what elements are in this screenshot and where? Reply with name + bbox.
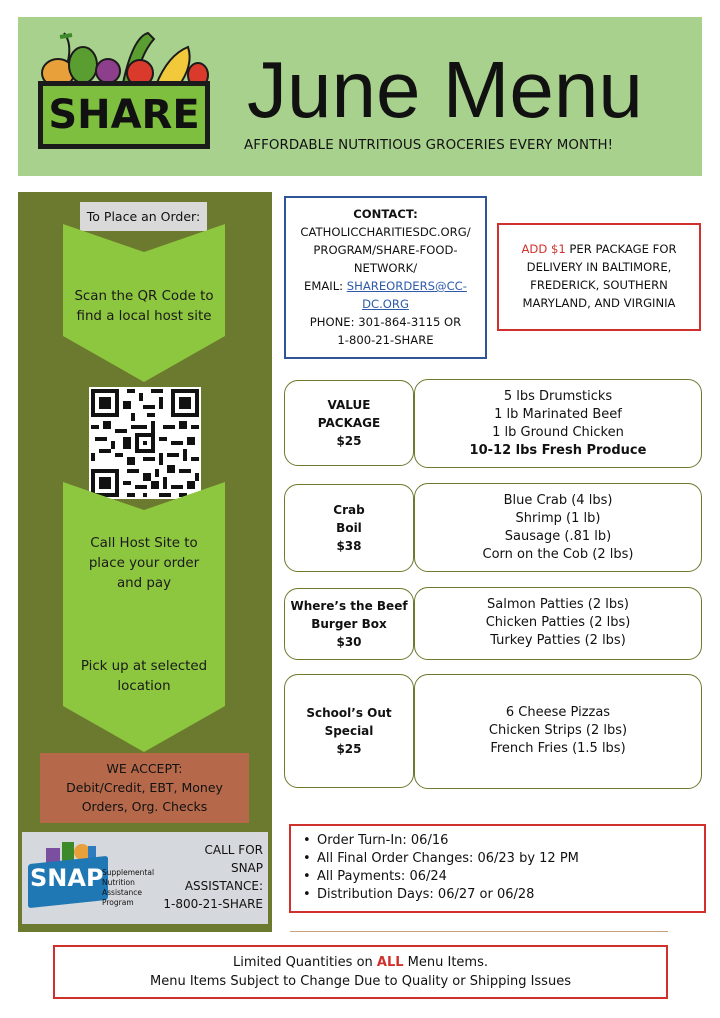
payment-methods (40, 753, 249, 823)
delivery-line2: DELIVERY IN BALTIMORE, (526, 260, 672, 274)
package-name-line: Boil (336, 521, 362, 535)
snap-call-for: CALL FOR (204, 843, 263, 857)
accept-line2: Orders, Org. Checks (81, 799, 208, 814)
contact-site-line3[interactable]: NETWORK/ (353, 261, 418, 275)
package-price: $30 (336, 635, 362, 649)
key-dates (289, 824, 706, 913)
package-item: 6 Cheese Pizzas (505, 705, 611, 720)
package-name-value (284, 380, 414, 466)
delivery-line4: MARYLAND, AND VIRGINIA (522, 296, 676, 310)
contact-phone-line2: 1-800-21-SHARE (337, 333, 434, 347)
logo-text: SHARE (48, 92, 200, 138)
footer-line2: Menu Items Subject to Change Due to Quality or Shipping Issues (150, 974, 571, 989)
package-name-line: Where’s the Beef (290, 599, 408, 613)
package-name-line: Crab (333, 503, 365, 517)
delivery-notice (497, 223, 701, 331)
delivery-line3: FREDERICK, SOUTHERN (530, 278, 668, 292)
package-item: 1 lb Ground Chicken (492, 425, 624, 440)
accept-line1: Debit/Credit, EBT, Money (66, 780, 223, 795)
snap-logo-line2: Nutrition (102, 878, 135, 887)
step-scan-line2: find a local host site (76, 309, 212, 324)
package-item: 5 lbs Drumsticks (503, 389, 613, 404)
contact-site-line2[interactable]: PROGRAM/SHARE-FOOD- (313, 243, 458, 257)
package-item: Shrimp (1 lb) (515, 511, 601, 526)
contact-site-line1[interactable]: CATHOLICCHARITIESDC.ORG/ (300, 225, 471, 239)
email-link[interactable]: SHAREORDERS@CC- (346, 279, 467, 293)
footer-line1-post: Menu Items. (403, 955, 489, 970)
step-pickup-line2: location (117, 679, 171, 694)
package-item: French Fries (1.5 lbs) (490, 741, 626, 756)
divider (290, 931, 668, 932)
snap-label: SNAP (230, 861, 263, 875)
package-item-highlight: 10-12 lbs Fresh Produce (469, 443, 647, 458)
package-name-line: School’s Out (306, 706, 392, 720)
package-item: Salmon Patties (2 lbs) (487, 597, 629, 612)
package-name-burger (284, 588, 414, 660)
snap-logo-line1: Supplemental (102, 868, 155, 877)
accept-heading: WE ACCEPT: (106, 761, 183, 776)
package-item: Corn on the Cob (2 lbs) (482, 547, 634, 562)
step-call-line1: Call Host Site to (90, 536, 198, 551)
snap-assistance-label: ASSISTANCE: (184, 879, 263, 893)
step-scan-line1: Scan the QR Code to (74, 289, 214, 304)
package-item: Chicken Strips (2 lbs) (488, 723, 628, 738)
page-title: June Menu (247, 45, 643, 134)
footer-notice (53, 945, 668, 999)
share-logo (38, 25, 210, 153)
step-call-line3: and pay (116, 576, 172, 591)
ordering-steps-panel (18, 192, 272, 932)
snap-logo-line3: Assistance (102, 888, 142, 897)
delivery-fee: ADD $1 (521, 242, 566, 256)
snap-logo-line4: Program (102, 898, 134, 907)
package-item: Chicken Patties (2 lbs) (485, 615, 631, 630)
package-item: Turkey Patties (2 lbs) (490, 633, 626, 648)
contact-box (284, 196, 487, 359)
step-pick-up (63, 594, 225, 752)
date-final-changes: • All Final Order Changes: 06/23 by 12 PM (303, 850, 704, 868)
date-payments: • All Payments: 06/24 (303, 868, 704, 886)
package-item: Blue Crab (4 lbs) (503, 493, 613, 508)
header-banner (18, 17, 702, 176)
package-name-line: Special (324, 724, 374, 738)
package-items-crab (414, 483, 702, 572)
date-order-turn-in: • Order Turn-In: 06/16 (303, 832, 704, 850)
package-name-line: PACKAGE (317, 416, 381, 430)
footer-line1-pre: Limited Quantities on (232, 955, 377, 970)
order-steps-label: To Place an Order: (80, 202, 207, 231)
delivery-line1: PER PACKAGE FOR (565, 242, 677, 256)
package-items-value (414, 379, 702, 468)
step-pickup-line1: Pick up at selected (80, 659, 208, 674)
page-subtitle: AFFORDABLE NUTRITIOUS GROCERIES EVERY MONTH! (244, 138, 614, 153)
package-items-burger (414, 587, 702, 660)
qr-code-icon (91, 389, 199, 497)
contact-heading: CONTACT: (353, 207, 418, 221)
package-price: $38 (336, 539, 362, 553)
package-price: $25 (336, 434, 362, 448)
package-item: 1 lb Marinated Beef (494, 407, 622, 422)
package-price: $25 (336, 742, 362, 756)
package-item: Sausage (.81 lb) (504, 529, 612, 544)
email-link-cont[interactable]: DC.ORG (362, 297, 409, 311)
email-label: EMAIL: (304, 279, 347, 293)
step-call-line2: place your order (88, 556, 200, 571)
package-name-line: Burger Box (311, 617, 387, 631)
snap-phone[interactable]: 1-800-21-SHARE (163, 897, 263, 911)
step-scan-qr (63, 224, 225, 382)
date-distribution: • Distribution Days: 06/27 or 06/28 (303, 886, 704, 904)
snap-assistance (22, 832, 268, 924)
snap-logo (28, 838, 158, 920)
package-name-crab (284, 484, 414, 572)
package-name-school (284, 674, 414, 788)
contact-phone-line1: PHONE: 301-864-3115 OR (309, 315, 462, 329)
package-name-line: VALUE (327, 398, 371, 412)
package-items-school (414, 674, 702, 789)
snap-logo-word: SNAP (30, 864, 104, 892)
footer-all: ALL (376, 955, 404, 970)
